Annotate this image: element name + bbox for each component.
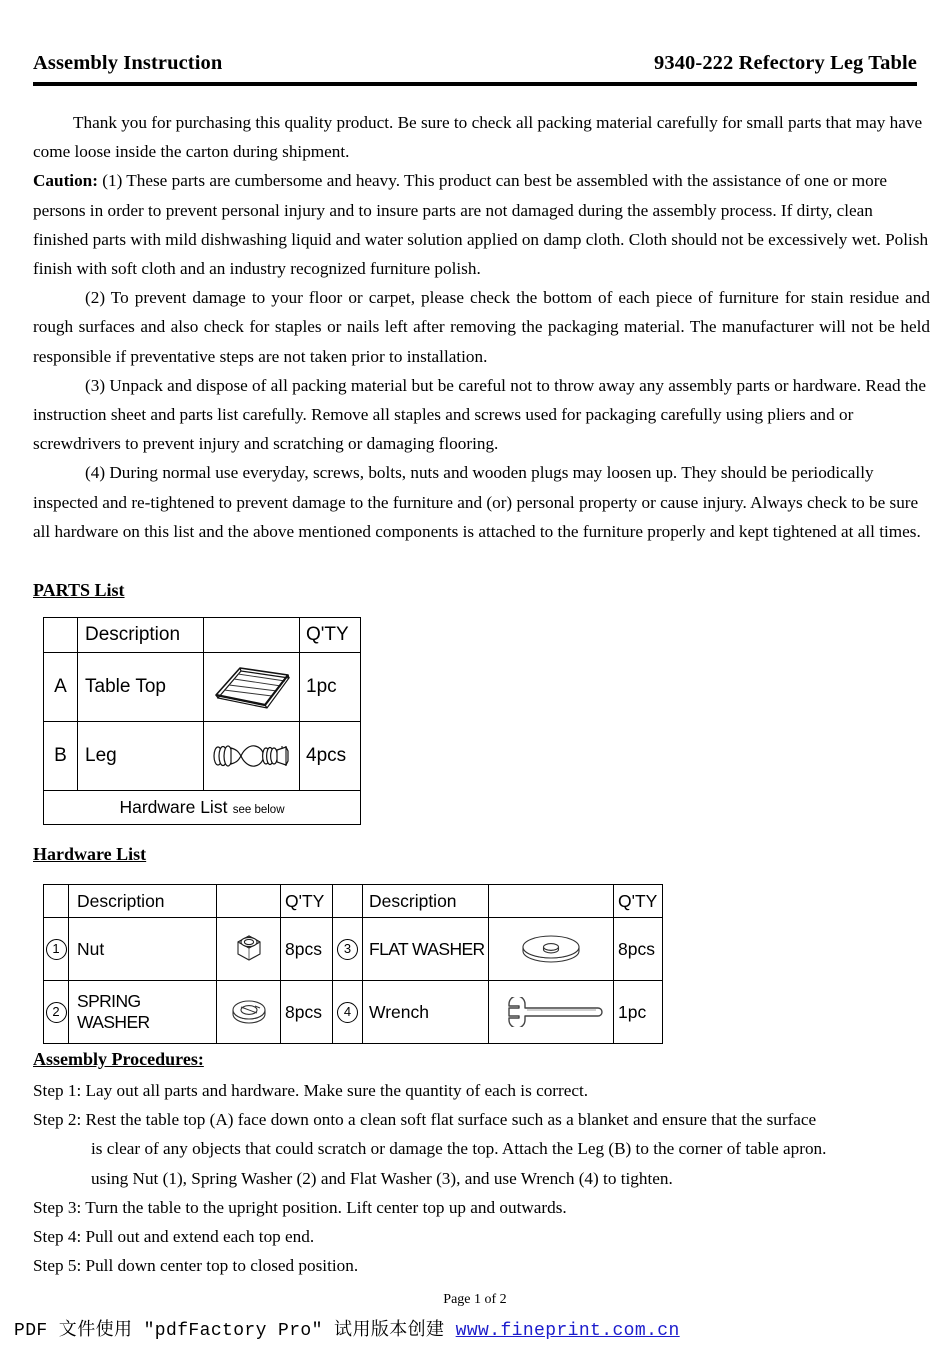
step-5-line-1: Pull down center top to closed position. [85, 1256, 359, 1276]
parts-table-header-row [44, 618, 361, 653]
parts-footer-main-label: Hardware List [119, 796, 228, 817]
parts-row-qty-b: 4pcs [300, 722, 361, 791]
hardware-item-2-qty: 8pcs [281, 981, 333, 1044]
step-4-line-1: Pull out and extend each top end. [85, 1227, 315, 1247]
caution-item-2: (2) To prevent damage to your floor or carpet, please check the bottom of each piece of furniture for stain residue and rough surfaces and also check for staples or nails left after removing the packaging material. The manufacturer will not be held responsible if preventative steps are not taken prior to installation. [33, 288, 930, 366]
parts-header-key [44, 618, 78, 653]
parts-header-description: Description [78, 618, 204, 653]
hardware-list-table [43, 884, 663, 1044]
parts-row-image-a [204, 653, 300, 722]
caution-item-4: (4) During normal use everyday, screws, bolts, nuts and wooden plugs may loosen up. They should be periodically inspected and re-tightened to prevent damage to the furniture and (or) personal property or cause injury. Always check to be sure all hardware on this list and the above mentioned components is attached to the furniture properly and kept tightened at all times. [33, 463, 921, 541]
circled-number-2: 2 [46, 1002, 67, 1023]
parts-header-image [204, 618, 300, 653]
step-1-line-1: Lay out all parts and hardware. Make sure the quantity of each is correct. [85, 1081, 589, 1100]
step-3-line-1: Turn the table to the upright position. Lift center top up and outwards. [85, 1197, 567, 1217]
parts-footer-note: see below [232, 803, 285, 816]
hardware-item-4-qty: 1pc [614, 981, 663, 1044]
hardware-item-1-description: Nut [69, 918, 217, 981]
pdf-watermark-text: PDF 文件使用 "pdfFactory Pro" 试用版本创建 [14, 1321, 456, 1341]
parts-row-qty-a: 1pc [300, 653, 361, 722]
fineprint-url-link[interactable]: www.fineprint.com.cn [455, 1321, 680, 1341]
parts-row-description-a: Table Top [78, 653, 204, 722]
hardware-header-description-right: Description [363, 885, 489, 918]
circled-number-3: 3 [337, 939, 358, 960]
procedure-step-4 [33, 1222, 933, 1251]
hardware-item-1-image [217, 918, 281, 981]
spring-washer-icon [230, 997, 268, 1027]
flat-washer-icon [521, 932, 581, 966]
parts-list-table [43, 617, 361, 825]
step-2-label: Step 2: [33, 1110, 82, 1130]
hardware-item-4-number [333, 981, 363, 1044]
assembly-procedures-list [33, 1076, 933, 1280]
hardware-item-3-description: FLAT WASHER [363, 918, 489, 981]
hardware-item-3-qty: 8pcs [614, 918, 663, 981]
table-row [44, 918, 663, 981]
hardware-item-4-image [489, 981, 614, 1044]
hardware-header-qty-right: Q'TY [614, 885, 663, 918]
step-2-line-2: is clear of any objects that could scratch or damage the top. Attach the Leg (B) to the corner of table apron. [91, 1139, 827, 1159]
hardware-item-1-number [44, 918, 69, 981]
header-title-right: 9340-222 Refectory Leg Table [654, 52, 917, 74]
hardware-table-header-row [44, 885, 663, 918]
parts-footer-cell [44, 791, 361, 825]
circled-number-1: 1 [46, 939, 67, 960]
hardware-header-num-left [44, 885, 69, 918]
hex-nut-icon [232, 931, 266, 967]
hardware-header-image-right [489, 885, 614, 918]
table-row [44, 722, 361, 791]
assembly-procedures-heading: Assembly Procedures: [33, 1049, 204, 1069]
hardware-header-qty-left: Q'TY [281, 885, 333, 918]
circled-number-4: 4 [337, 1002, 358, 1023]
hardware-item-4-description: Wrench [363, 981, 489, 1044]
step-2-line-3: using Nut (1), Spring Washer (2) and Flat Washer (3), and use Wrench (4) to tighten. [91, 1168, 673, 1188]
procedure-step-5 [33, 1251, 933, 1280]
intro-paragraph: Thank you for purchasing this quality product. Be sure to check all packing material carefully for small parts that may have come loose inside the carton during shipment. [33, 113, 923, 162]
table-leg-icon [208, 737, 296, 775]
hardware-list-heading: Hardware List [33, 844, 147, 864]
hardware-item-2-number [44, 981, 69, 1044]
procedure-step-3 [33, 1193, 933, 1222]
procedure-step-2 [33, 1105, 933, 1193]
caution-label: Caution: [33, 171, 98, 191]
step-2-line-1: Rest the table top (A) face down onto a clean soft flat surface such as a blanket and ensure that the surface [85, 1110, 817, 1130]
header-divider-rule [33, 82, 917, 86]
caution-item-1-text: (1) These parts are cumbersome and heavy. This product can best be assembled with the assistance of one or more persons in order to prevent personal injury and to insure parts are not damaged during the assembly process. If dirty, clean finished parts with mild dishwashing liquid and water solution applied on damp cloth. Cloth should not be excessively wet. Polish finish with soft cloth and an industry recognized furniture polish. [33, 171, 929, 279]
hardware-item-1-qty: 8pcs [281, 918, 333, 981]
parts-table-footer-row [44, 791, 361, 825]
wrench-icon [495, 997, 607, 1027]
caution-item-1 [33, 166, 930, 283]
parts-row-key-b: B [44, 722, 78, 791]
table-row [44, 653, 361, 722]
hardware-item-3-image [489, 918, 614, 981]
hardware-item-3-number [333, 918, 363, 981]
step-1-label: Step 1: [33, 1081, 82, 1100]
header-title-left: Assembly Instruction [33, 52, 223, 74]
intro-and-caution-text [33, 108, 930, 546]
table-top-icon [209, 657, 295, 717]
pdf-watermark-footer [14, 1315, 680, 1341]
parts-row-key-a: A [44, 653, 78, 722]
hardware-header-description-left: Description [69, 885, 217, 918]
step-5-label: Step 5: [33, 1256, 82, 1276]
hardware-item-2-description: SPRING WASHER [69, 981, 217, 1044]
parts-row-image-b [204, 722, 300, 791]
hardware-header-image-left [217, 885, 281, 918]
step-3-label: Step 3: [33, 1197, 82, 1217]
procedure-step-1 [33, 1076, 933, 1105]
parts-row-description-b: Leg [78, 722, 204, 791]
page-number: Page 1 of 2 [443, 1292, 507, 1307]
document-header [33, 52, 917, 75]
hardware-header-num-right [333, 885, 363, 918]
hardware-item-2-image [217, 981, 281, 1044]
table-row [44, 981, 663, 1044]
parts-list-heading: PARTS List [33, 580, 125, 600]
caution-item-3: (3) Unpack and dispose of all packing material but be careful not to throw away any assembly parts or hardware. Read the instruction sheet and parts list carefully. Remove all staples and screws used for packaging carefully using pliers and or screwdrivers to prevent injury and scratching or damaging flooring. [33, 375, 926, 454]
parts-header-qty: Q'TY [300, 618, 361, 653]
step-4-label: Step 4: [33, 1227, 82, 1247]
